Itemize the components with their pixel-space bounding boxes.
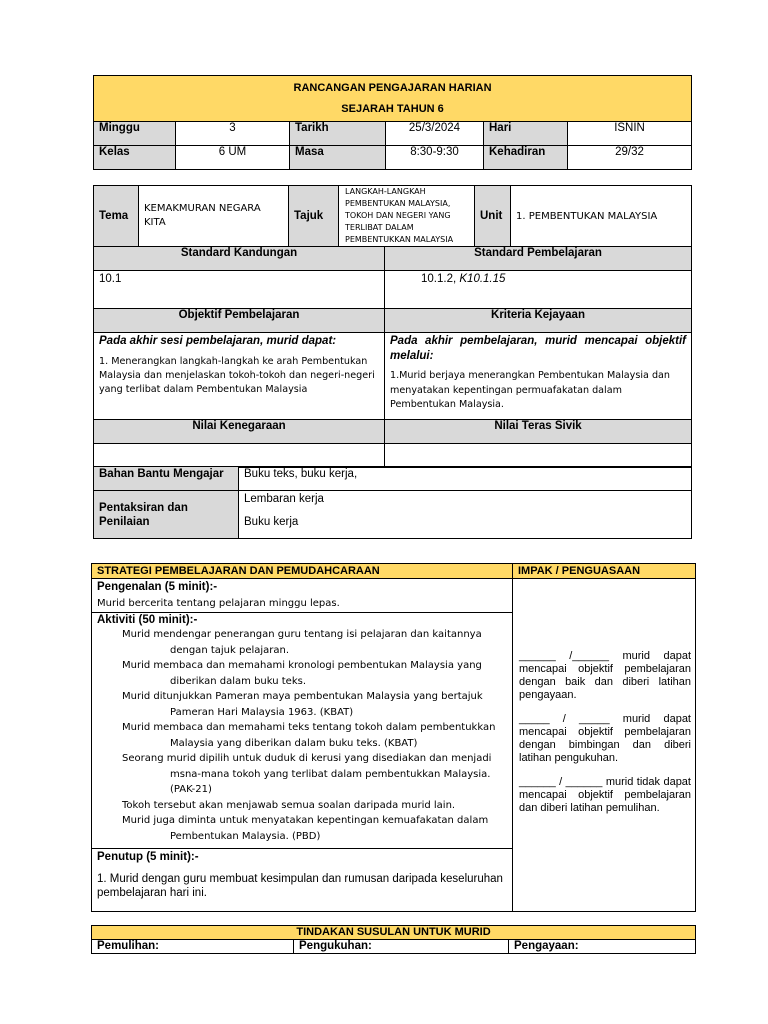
objektif-header: Objektif Pembelajaran [94,309,385,333]
teras-header: Nilai Teras Sivik [385,420,692,444]
header-title-cell [94,76,692,122]
nilai-value [94,444,385,468]
kehadiran-label: Kehadiran [484,146,568,170]
minggu-value: 3 [176,122,290,146]
page-title: RANCANGAN PENGAJARAN HARIAN [293,82,492,94]
aktiviti-list [97,627,507,844]
pentaksiran-value-1: Lembaran kerja [244,493,324,505]
aktiviti-item-4: Murid membaca dan memahami teks tentang tokoh dalam pembentukkan Malaysia yang diberikan dalam buku teks. (KBAT) [122,722,496,749]
tarikh-label: Tarikh [290,122,386,146]
objektif-text: 1. Menerangkan langkah-langkah ke arah Pembentukan Malaysia dan menjelaskan tokoh-tokoh dan negeri-negeri yang terlibat dalam Pembentukan Malaysia [99,356,375,395]
minggu-label: Minggu [94,122,176,146]
pengayaan-label: Pengayaan: [509,940,696,954]
header-table [93,75,692,170]
unit-value: 1. PEMBENTUKAN MALAYSIA [511,186,692,247]
aktiviti-item-5: Seorang murid dipilih untuk duduk di kerusi yang disediakan dan menjadi msna-mana tokoh yang terlibat dalam pembentukkan Malaysia. (PAK-21) [122,753,492,795]
aktiviti-item-1: Murid mendengar penerangan guru tentang isi pelajaran dan kaitannya dengan tajuk pelajaran. [122,629,482,656]
kriteria-header: Kriteria Kejayaan [385,309,692,333]
impak-2: _____ / _____ murid dapat mencapai objektif pembelajaran dengan bimbingan dan diberi latihan pengukuhan. [519,713,691,764]
pengenalan-text: Murid bercerita tentang pelajaran minggu lepas. [97,598,340,609]
impak-3: ______ / ______ murid tidak dapat mencapai objektif pembelajaran dan diberi latihan pemulihan. [519,776,691,814]
sp-value-a: 10.1.2, [421,273,460,285]
masa-label: Masa [290,146,386,170]
pemulihan-label: Pemulihan: [92,940,294,954]
penutup-title: Penutup (5 minit):- [97,851,199,863]
kriteria-text: 1.Murid berjaya menerangkan Pembentukan Malaysia dan menyatakan kepentingan permuafakatan dalam Pembentukan Malaysia. [390,370,670,410]
sk-value: 10.1 [94,271,385,309]
aktiviti-item-7: Murid juga diminta untuk menyatakan kepentingan kemuafakatan dalam Pembentukan Malaysia. (PBD) [122,815,489,842]
masa-value: 8:30-9:30 [386,146,484,170]
objektif-cell [94,333,385,420]
sk-header: Standard Kandungan [94,247,385,271]
tema-label: Tema [94,186,139,247]
details-table [93,185,692,468]
tema-value: KEMAKMURAN NEGARA KITA [139,186,289,247]
impak-header: IMPAK / PENGUASAAN [513,564,696,579]
sp-value-b: K10.1.15 [459,273,506,285]
impak-1: ______ /______ murid dapat mencapai objektif pembelajaran dengan baik dan diberi latihan pengayaan. [519,650,691,701]
aktiviti-item-2: Murid membaca dan memahami kronologi pembentukan Malaysia yang diberikan dalam buku teks. [122,660,482,687]
unit-label: Unit [475,186,511,247]
kriteria-intro: Pada akhir pembelajaran, murid mencapai objektif melalui: [390,335,686,362]
sp-value [385,271,692,309]
pentaksiran-label: Pentaksiran dan Penilaian [94,491,239,539]
bbm-value: Buku teks, buku kerja, [239,467,692,491]
bbm-table [93,466,692,539]
aktiviti-cell [92,613,513,849]
page-subtitle: SEJARAH TAHUN 6 [341,103,444,115]
tarikh-value: 25/3/2024 [386,122,484,146]
tajuk-label: Tajuk [289,186,339,247]
bbm-label: Bahan Bantu Mengajar [94,467,239,491]
objektif-intro: Pada akhir sesi pembelajaran, murid dapat: [99,335,337,347]
pengukuhan-label: Pengukuhan: [294,940,509,954]
kehadiran-value: 29/32 [568,146,692,170]
kelas-value: 6 UM [176,146,290,170]
kelas-label: Kelas [94,146,176,170]
tajuk-value: LANGKAH-LANGKAH PEMBENTUKAN MALAYSIA, TOKOH DAN NEGERI YANG TERLIBAT DALAM PEMBENTUKKAN MALAYSIA [339,186,475,247]
aktiviti-item-3: Murid ditunjukkan Pameran maya pembentukan Malaysia yang bertajuk Pameran Hari Malaysia 1963. (KBAT) [122,691,483,718]
hari-label: Hari [484,122,568,146]
nilai-header: Nilai Kenegaraan [94,420,385,444]
impak-cell [513,579,696,912]
aktiviti-item-6: Tokoh tersebut akan menjawab semua soalan daripada murid lain. [122,799,456,811]
hari-value: ISNIN [568,122,692,146]
pentaksiran-value-2: Buku kerja [244,516,299,528]
strategi-header: STRATEGI PEMBELAJARAN DAN PEMUDAHCARAAN [92,564,513,579]
pengenalan-title: Pengenalan (5 minit):- [97,581,218,593]
strategi-table [91,563,696,912]
teras-value [385,444,692,468]
kriteria-cell [385,333,692,420]
penutup-text: 1. Murid dengan guru membuat kesimpulan dan rumusan daripada keseluruhan pembelajaran hari ini. [97,873,503,899]
aktiviti-title: Aktiviti (50 minit):- [97,614,198,626]
pentaksiran-cell [239,491,692,539]
pengenalan-cell [92,579,513,613]
penutup-cell [92,849,513,912]
tindakan-table [91,925,696,954]
sp-header: Standard Pembelajaran [385,247,692,271]
tindakan-header: TINDAKAN SUSULAN UNTUK MURID [92,926,696,940]
